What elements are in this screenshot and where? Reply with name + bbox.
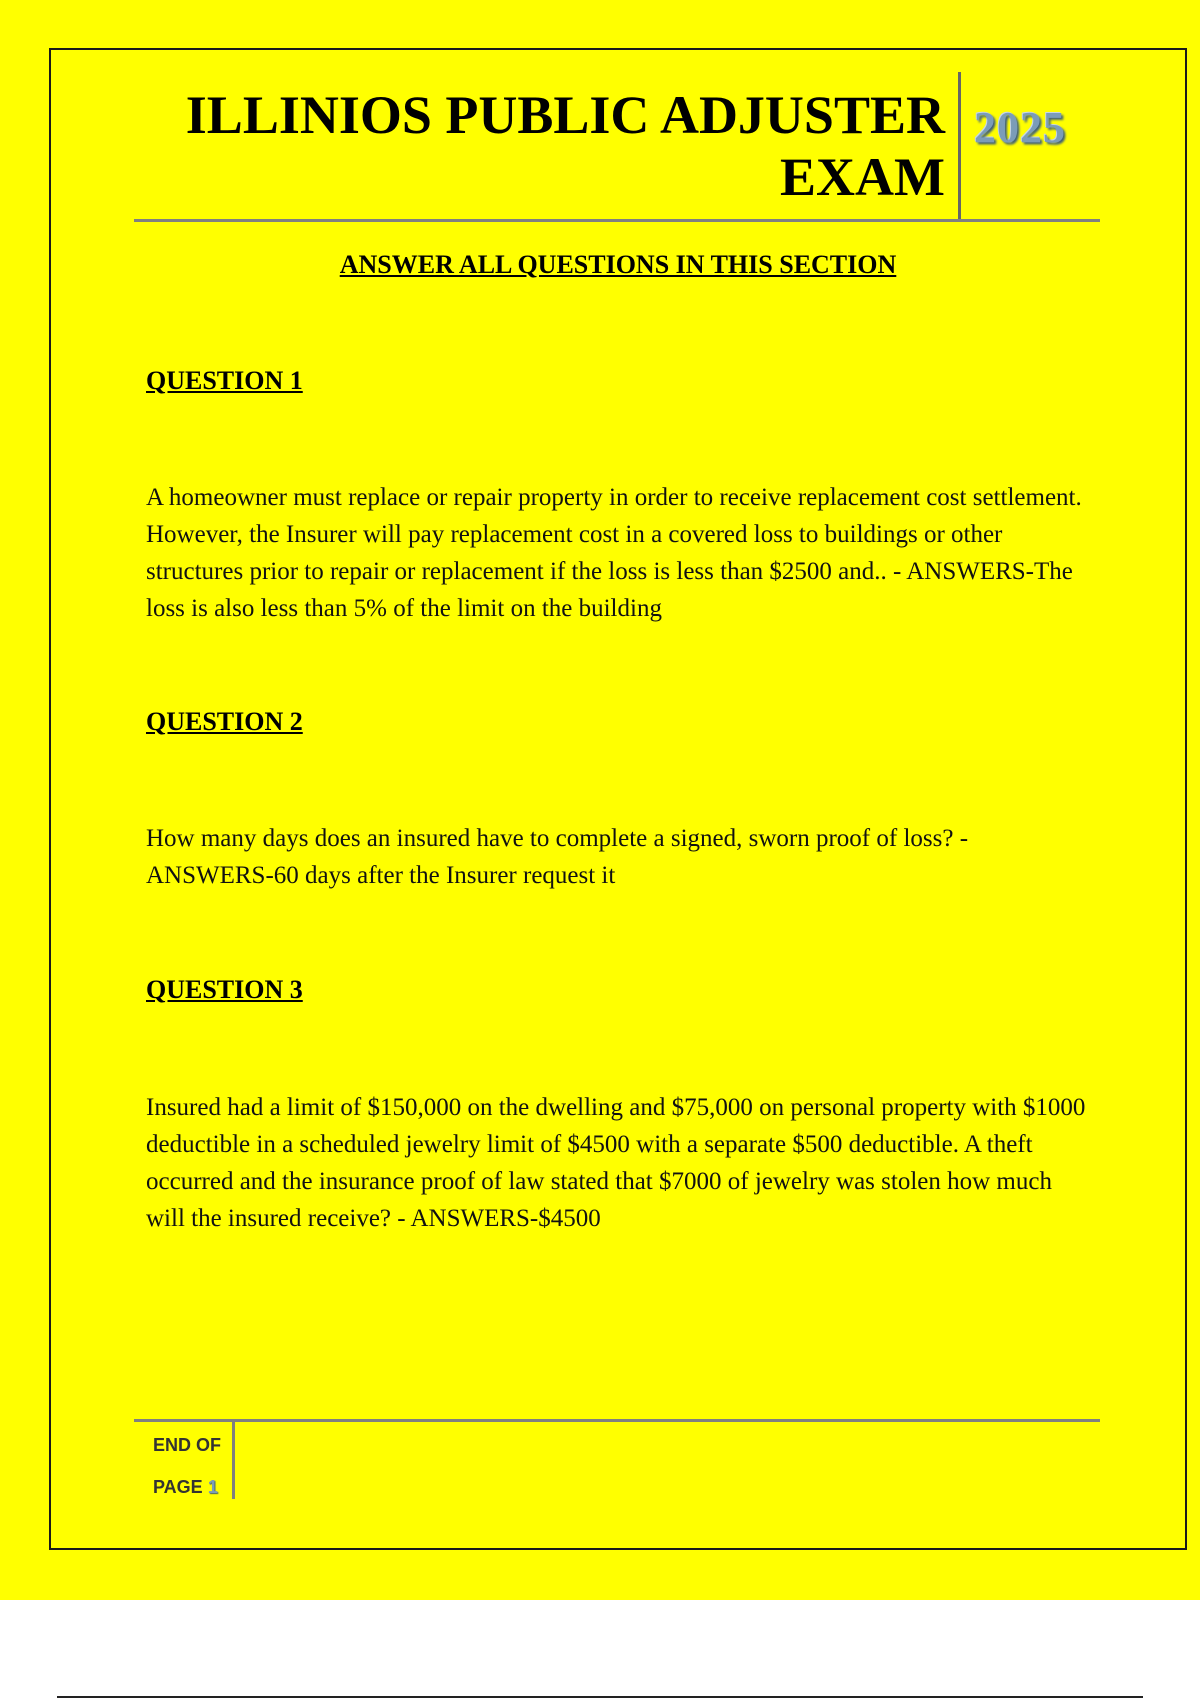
question-2-heading: QUESTION 2 [146, 707, 303, 736]
title-line-2: EXAM [780, 147, 945, 207]
footer-page-line [153, 1466, 233, 1508]
question-2-body: How many days does an insured have to complete a signed, sworn proof of loss? - ANSWERS-60 days after the Insurer request it [146, 825, 969, 889]
header-rule [134, 219, 1100, 222]
footer-end-of: END OF [153, 1435, 222, 1455]
footer-rule [134, 1419, 1100, 1422]
question-3-body: Insured had a limit of $150,000 on the dwelling and $75,000 on personal property with $1000 deductible in a scheduled jewelry limit of $4500 with a separate $500 deductible. A theft occurred and the insurance proof of law stated that $7000 of jewelry was stolen how much will the insured receive? - ANSWERS-$4500 [146, 1094, 1086, 1232]
title-line-1: ILLINIOS PUBLIC ADJUSTER [185, 85, 945, 145]
document-title [186, 84, 945, 208]
footer-page-number: 1 [207, 1477, 218, 1497]
year-label: 2025 [974, 103, 1066, 152]
page-footer [153, 1424, 233, 1508]
question-1-heading: QUESTION 1 [146, 366, 303, 395]
header-divider [958, 72, 961, 220]
question-1-body: A homeowner must replace or repair property in order to receive replacement cost settlement. However, the Insurer will pay replacement cost in a covered loss to buildings or other structures prior to repair or replacement if the loss is less than $2500 and.. - ANSWERS-The loss is also less than 5% of the limit on the building [146, 484, 1082, 622]
footer-page-label: PAGE [153, 1477, 203, 1497]
document-header [134, 72, 1100, 222]
bottom-rule [57, 1696, 1143, 1698]
section-instruction: ANSWER ALL QUESTIONS IN THIS SECTION [339, 250, 897, 279]
question-3-heading: QUESTION 3 [146, 975, 303, 1004]
